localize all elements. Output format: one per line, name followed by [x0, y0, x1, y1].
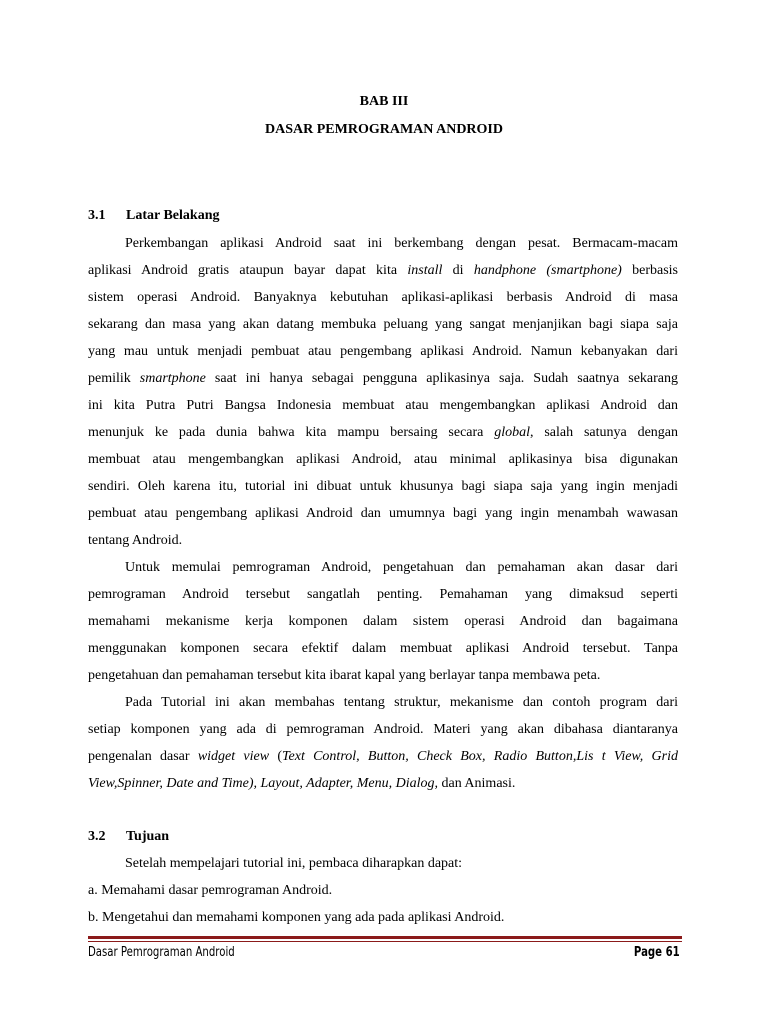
paragraph-line: Perkembangan aplikasi Android saat ini berkembang dengan pesat. Bermacam-macam [125, 236, 678, 251]
paragraph-line: Pada Tutorial ini akan membahas tentang struktur, mekanisme dan contoh program dari [125, 695, 678, 710]
section-number: 3.1 [88, 208, 106, 223]
footer-rule-thick [88, 936, 682, 939]
paragraph-line: memahami mekanisme kerja komponen dalam sistem operasi Android dan bagaimana [88, 614, 678, 629]
paragraph-line: Untuk memulai pemrograman Android, pengetahuan dan pemahaman akan dasar dari [125, 560, 678, 575]
section-title: Tujuan [126, 829, 170, 844]
paragraph-line: pengetahuan dan pemahaman tersebut kita ibarat kapal yang berlayar tanpa membawa peta. [88, 668, 601, 683]
chapter-title: DASAR PEMROGRAMAN ANDROID [265, 122, 503, 137]
paragraph-line: View,Spinner, Date and Time), Layout, Adapter, Menu, Dialog, dan Animasi. [88, 776, 516, 791]
paragraph-line: aplikasi Android gratis ataupun bayar dapat kita install di handphone (smartphone) berbasis [88, 263, 679, 278]
paragraph-line: pemilik smartphone saat ini hanya sebagai pengguna aplikasinya saja. Sudah saatnya sekarang [88, 371, 678, 386]
paragraph-line: ini kita Putra Putri Bangsa Indonesia membuat atau mengembangkan aplikasi Android dan [88, 398, 678, 413]
paragraph-line: membuat atau mengembangkan aplikasi Android, atau minimal aplikasinya bisa digunakan [88, 452, 678, 467]
paragraph-line: tentang Android. [88, 533, 183, 548]
paragraph-line: sekarang dan masa yang akan datang membuka peluang yang sangat menjanjikan bagi siapa saja [88, 317, 678, 332]
list-item: b. Mengetahui dan memahami komponen yang ada pada aplikasi Android. [88, 910, 505, 925]
list-item: a. Memahami dasar pemrograman Android. [88, 883, 333, 898]
paragraph-line: Setelah mempelajari tutorial ini, pembaca diharapkan dapat: [125, 856, 463, 871]
chapter-label: BAB III [359, 94, 409, 109]
section-number: 3.2 [88, 829, 106, 844]
paragraph-line: sendiri. Oleh karena itu, tutorial ini dibuat untuk khusunya bagi siapa saja yang ingin menjadi [88, 479, 678, 494]
paragraph-line: pembuat atau pengembang aplikasi Android dan umumnya bagi yang ingin menambah wawasan [88, 506, 678, 521]
page-number: Page 61 [634, 945, 680, 960]
paragraph-line: pengenalan dasar widget view (Text Control, Button, Check Box, Radio Button,Lis t View, Grid [88, 749, 678, 764]
paragraph-line: menggunakan komponen secara efektif dalam membuat aplikasi Android tersebut. Tanpa [88, 641, 678, 656]
paragraph-line: menunjuk ke pada dunia bahwa kita mampu bersaing secara global, salah satunya dengan [88, 425, 678, 440]
footer-rule-thin [88, 941, 682, 942]
paragraph-line: setiap komponen yang ada di pemrograman Android. Materi yang akan dibahasa diantaranya [88, 722, 678, 737]
paragraph-line: pemrograman Android tersebut sangatlah penting. Pemahaman yang dimaksud seperti [88, 587, 678, 602]
section-heading-latar-belakang [88, 206, 219, 226]
paragraph-line: sistem operasi Android. Banyaknya kebutuhan aplikasi-aplikasi berbasis Android di masa [88, 290, 678, 305]
section-title: Latar Belakang [126, 208, 220, 223]
section-heading-tujuan [88, 827, 169, 847]
paragraph-line: yang mau untuk menjadi pembuat atau pengembang aplikasi Android. Namun kebanyakan dari [88, 344, 678, 359]
footer-title: Dasar Pemrograman Android [88, 945, 235, 960]
